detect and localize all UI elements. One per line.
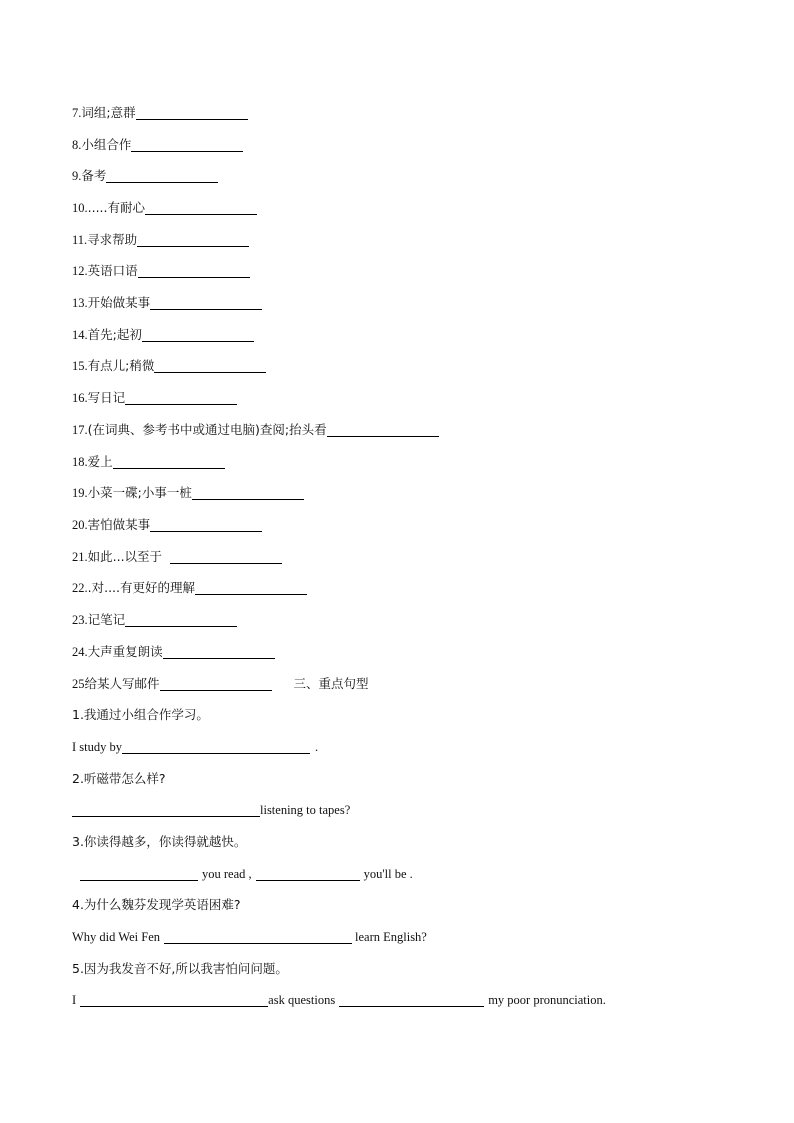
- sentence-1-chinese: 1.我通过小组合作学习。: [72, 707, 209, 722]
- item-prompt: 小组合作: [81, 137, 132, 152]
- answer-blank[interactable]: [80, 992, 268, 1007]
- item-prompt: .对....有更好的理解: [87, 580, 195, 595]
- vocab-item-24: [72, 643, 275, 661]
- vocab-item-16: [72, 389, 237, 407]
- item-number: 17.: [72, 423, 88, 437]
- answer-blank[interactable]: [170, 549, 282, 564]
- item-prompt: 寻求帮助: [87, 232, 138, 247]
- vocab-item-22: [72, 579, 307, 597]
- sentence-5-chinese: 5.因为我发音不好,所以我害怕问问题。: [72, 961, 288, 976]
- sentence-text: I study by: [72, 740, 122, 754]
- sentence-2-english: [72, 801, 350, 819]
- answer-blank[interactable]: [154, 358, 266, 373]
- item-number: 21.: [72, 550, 88, 564]
- vocab-item-19: [72, 484, 304, 502]
- item-prompt: 爱上: [87, 454, 113, 469]
- item-number: 22.: [72, 581, 88, 595]
- answer-blank[interactable]: [327, 422, 439, 437]
- sentence-text: I: [72, 993, 77, 1007]
- item-number: 13.: [72, 296, 88, 310]
- vocab-item-13: [72, 294, 262, 312]
- vocab-item-23: [72, 611, 237, 629]
- vocab-item-15: [72, 357, 266, 375]
- item-number: 9.: [72, 169, 82, 183]
- item-number: 25: [72, 677, 85, 691]
- vocab-item-25: [72, 675, 369, 693]
- vocab-item-10: [72, 199, 257, 217]
- item-prompt: 有点儿;稍微: [87, 358, 155, 373]
- item-number: 14.: [72, 328, 88, 342]
- vocab-item-20: [72, 516, 262, 534]
- answer-blank[interactable]: [131, 137, 243, 152]
- item-number: 19.: [72, 486, 88, 500]
- sentence-text: you read ,: [202, 867, 252, 881]
- answer-blank[interactable]: [106, 168, 218, 183]
- item-prompt: 英语口语: [87, 263, 138, 278]
- vocab-item-21: [72, 548, 282, 566]
- answer-blank[interactable]: [137, 232, 249, 247]
- answer-blank[interactable]: [145, 200, 257, 215]
- answer-blank[interactable]: [163, 644, 275, 659]
- item-prompt: 如此...以至于: [87, 549, 163, 564]
- item-number: 7.: [72, 106, 82, 120]
- sentence-text: Why did Wei Fen: [72, 930, 160, 944]
- vocab-item-11: [72, 231, 249, 249]
- vocab-item-18: [72, 453, 225, 471]
- answer-blank[interactable]: [195, 580, 307, 595]
- item-prompt: 小菜一碟;小事一桩: [87, 485, 192, 500]
- vocab-item-8: [72, 136, 243, 154]
- item-prompt: (在词典、参考书中或通过电脑)查阅;抬头看: [87, 422, 327, 437]
- item-prompt: .....有耐心: [87, 200, 145, 215]
- item-prompt: 给某人写邮件: [84, 676, 160, 691]
- item-number: 15.: [72, 359, 88, 373]
- item-number: 23.: [72, 613, 88, 627]
- item-prompt: 大声重复朗读: [87, 644, 163, 659]
- item-prompt: 首先;起初: [87, 327, 142, 342]
- answer-blank[interactable]: [192, 485, 304, 500]
- item-prompt: 备考: [81, 168, 107, 183]
- vocab-item-14: [72, 326, 254, 344]
- answer-blank[interactable]: [160, 676, 272, 691]
- item-number: 20.: [72, 518, 88, 532]
- sentence-text: learn English?: [355, 930, 427, 944]
- item-prompt: 记笔记: [87, 612, 126, 627]
- answer-blank[interactable]: [138, 263, 250, 278]
- sentence-4-chinese: 4.为什么魏芬发现学英语困难?: [72, 897, 241, 912]
- item-prompt: 开始做某事: [87, 295, 151, 310]
- item-number: 10.: [72, 201, 88, 215]
- answer-blank[interactable]: [72, 802, 260, 817]
- vocab-item-17: [72, 421, 439, 439]
- sentence-text: .: [315, 740, 319, 754]
- answer-blank[interactable]: [80, 866, 198, 881]
- vocab-item-12: [72, 262, 250, 280]
- answer-blank[interactable]: [125, 612, 237, 627]
- sentence-text: listening to tapes?: [260, 803, 351, 817]
- sentence-1-english: [72, 738, 318, 756]
- sentence-4-english: [72, 928, 427, 946]
- item-number: 8.: [72, 138, 82, 152]
- answer-blank[interactable]: [125, 390, 237, 405]
- sentence-2-chinese: 2.听磁带怎么样?: [72, 771, 166, 786]
- answer-blank[interactable]: [150, 295, 262, 310]
- answer-blank[interactable]: [136, 105, 248, 120]
- item-number: 24.: [72, 645, 88, 659]
- answer-blank[interactable]: [150, 517, 262, 532]
- answer-blank[interactable]: [164, 929, 352, 944]
- item-prompt: 写日记: [87, 390, 126, 405]
- sentence-text: my poor pronunciation.: [488, 993, 606, 1007]
- answer-blank[interactable]: [113, 454, 225, 469]
- section-title: 三、重点句型: [293, 676, 369, 691]
- answer-blank[interactable]: [142, 327, 254, 342]
- answer-blank[interactable]: [256, 866, 360, 881]
- item-number: 12.: [72, 264, 88, 278]
- answer-blank[interactable]: [122, 739, 310, 754]
- item-prompt: 词组;意群: [81, 105, 136, 120]
- answer-blank[interactable]: [339, 992, 484, 1007]
- sentence-5-english: [72, 991, 606, 1009]
- item-number: 18.: [72, 455, 88, 469]
- item-number: 16.: [72, 391, 88, 405]
- sentence-text: you'll be .: [363, 867, 413, 881]
- sentence-3-english: [72, 865, 413, 883]
- sentence-3-chinese: 3.你读得越多，你读得就越快。: [72, 834, 247, 849]
- item-number: 11.: [72, 233, 88, 247]
- sentence-text: ask questions: [268, 993, 336, 1007]
- item-prompt: 害怕做某事: [87, 517, 151, 532]
- vocab-item-7: [72, 104, 248, 122]
- vocab-item-9: [72, 167, 218, 185]
